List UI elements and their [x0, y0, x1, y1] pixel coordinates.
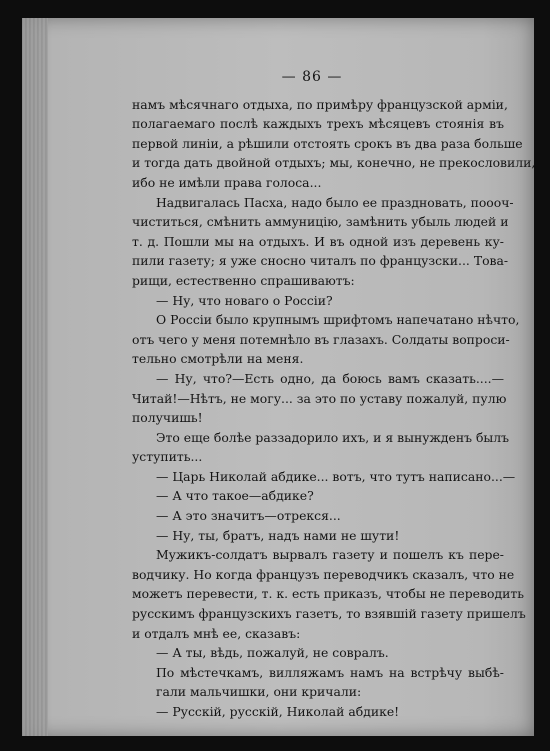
- text-line: первой линіи, а рѣшили отстоять срокъ въ два раза больше: [132, 135, 523, 151]
- text-line: чиститься, смѣнить аммуницію, замѣнить убыль людей и: [132, 214, 509, 230]
- text-line: и тогда дать двойной отдыхъ; мы, конечно, не прекословили,: [132, 155, 536, 171]
- text-line: и отдалъ мнѣ ее, сказавъ:: [132, 625, 301, 641]
- text-line: пили газету; я уже сносно читалъ по французски... Това-: [132, 253, 509, 269]
- text-line: Читай!—Нѣтъ, не могу... за это по уставу пожалуй, пулю: [132, 390, 507, 406]
- text-line: ибо не имѣли права голоса...: [132, 174, 322, 190]
- text-line: По мѣстечкамъ, вилляжамъ намъ на встрѣчу выбѣ-: [156, 664, 504, 680]
- text-line: — Русскій, русскій, Николай абдике!: [156, 704, 400, 719]
- text-line: тельно смотрѣли на меня.: [132, 351, 304, 367]
- text-line: Мужикъ-солдатъ вырвалъ газету и пошелъ къ пере-: [156, 547, 504, 563]
- text-line: — Царь Николай абдике... вотъ, что тутъ написано...—: [156, 468, 516, 484]
- text-line: — Ну, ты, братъ, надъ нами не шути!: [156, 527, 400, 543]
- text-line: Это еще болѣе раззадорило ихъ, и я вынужденъ былъ: [156, 429, 510, 445]
- text-line: т. д. Пошли мы на отдыхъ. И въ одной изъ деревень ку-: [132, 233, 504, 249]
- text-line: отъ чего у меня потемнѣло въ глазахъ. Солдаты вопроси-: [132, 331, 510, 347]
- text-line: можетъ перевести, т. к. есть приказъ, чтобы не переводить: [132, 586, 524, 602]
- page-number: — 86 —: [281, 69, 343, 85]
- text-line: — А ты, вѣдь, пожалуй, не совралъ.: [156, 645, 389, 661]
- text-line: Надвигалась Пасха, надо было ее праздновать, поооч-: [156, 194, 514, 210]
- text-line: полагаемаго послѣ каждыхъ трехъ мѣсяцевъ стоянія въ: [132, 116, 504, 132]
- book-spine-edge: [22, 18, 48, 736]
- text-line: — А это значитъ—отрекся...: [156, 508, 341, 524]
- page-text-block: [132, 68, 536, 722]
- text-line: водчику. Но когда французъ переводчикъ сказалъ, что не: [132, 566, 515, 582]
- paragraph-lines: [132, 95, 536, 722]
- text-line: — А что такое—абдике?: [156, 488, 314, 504]
- text-line: — Ну, что?—Есть одно, да боюсь вамъ сказать....—: [156, 370, 504, 386]
- text-line: гали мальчишки, они кричали:: [156, 684, 362, 700]
- text-line: — Ну, что новаго о Россіи?: [156, 292, 333, 308]
- text-line: русскимъ французскихъ газетъ, то взявшій газету пришелъ: [132, 606, 526, 622]
- text-line: О Россіи было крупнымъ шрифтомъ напечатано нѣчто,: [156, 312, 520, 328]
- text-line: рищи, естественно спрашиваютъ:: [132, 272, 355, 288]
- text-line: намъ мѣсячнаго отдыха, по примѣру французской арміи,: [132, 96, 508, 112]
- text-line: уступить...: [132, 449, 203, 465]
- text-line: получишь!: [132, 410, 203, 426]
